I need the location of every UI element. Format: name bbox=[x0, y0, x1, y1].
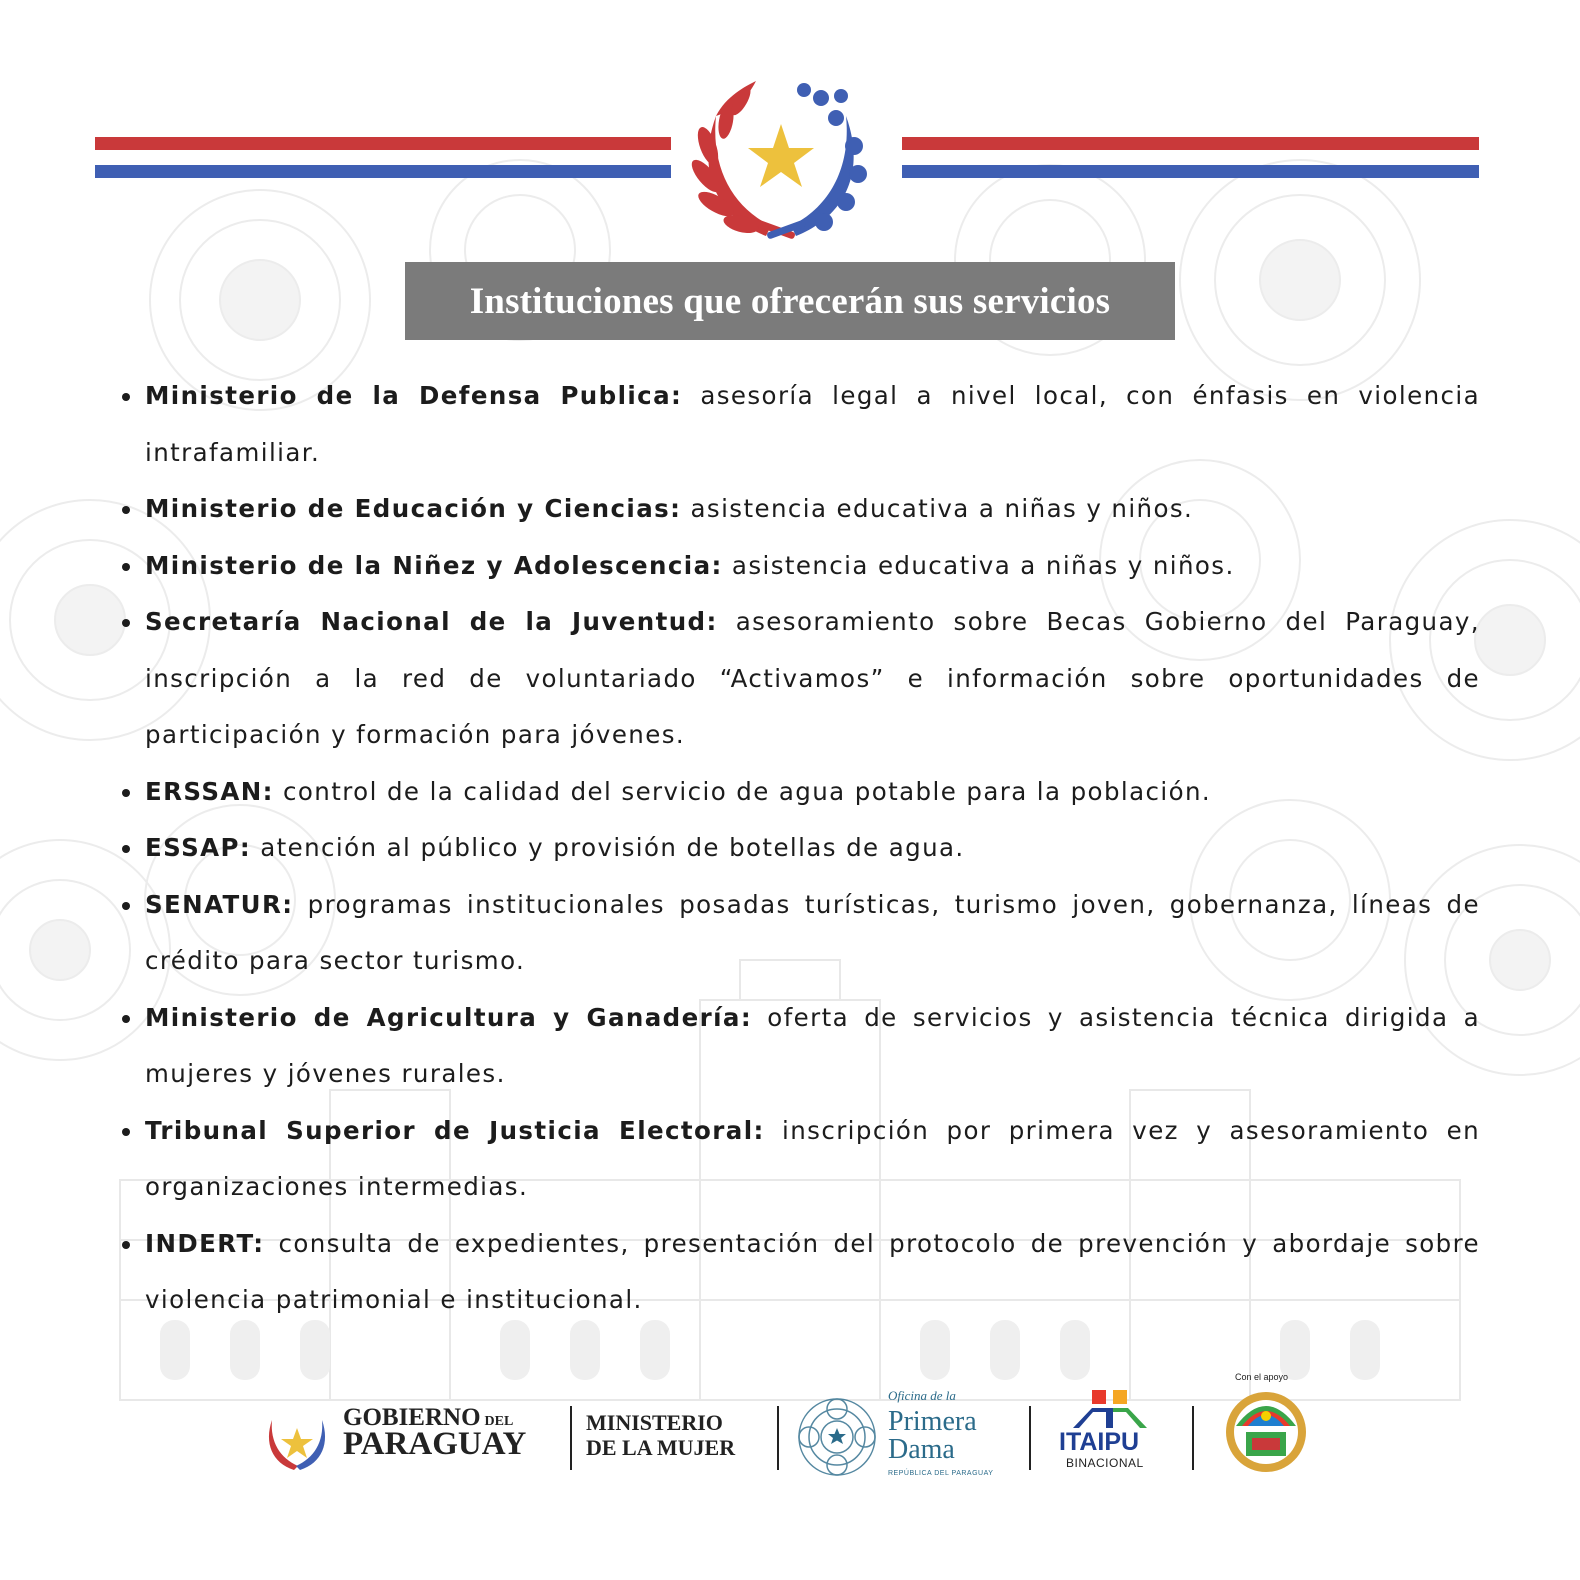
gobierno-logo-text bbox=[343, 1405, 526, 1461]
apoyo-label: Con el apoyo bbox=[1235, 1372, 1289, 1382]
primera-dama-line2: Dama bbox=[888, 1434, 955, 1465]
primera-dama-line1: Primera bbox=[888, 1406, 977, 1437]
service-description: asistencia educativa a niñas y niños. bbox=[681, 494, 1194, 523]
service-description: atención al público y provisión de botellas de agua. bbox=[251, 833, 965, 862]
gobierno-line2: PARAGUAY bbox=[343, 1426, 527, 1462]
footer-divider bbox=[1192, 1406, 1194, 1470]
institution-name: SENATUR: bbox=[145, 889, 294, 919]
list-item bbox=[122, 1103, 1480, 1216]
institution-name: Ministerio de Agricultura y Ganadería: bbox=[145, 1002, 753, 1032]
paraguay-star-wreath-icon bbox=[262, 1408, 332, 1474]
list-item bbox=[122, 764, 1480, 821]
gobierno-del: DEL bbox=[484, 1414, 514, 1429]
itaipu-blocks-icon bbox=[1063, 1388, 1157, 1428]
footer-divider bbox=[777, 1406, 779, 1470]
primera-dama-logo-text bbox=[888, 1388, 993, 1477]
institution-name: ESSAP: bbox=[145, 833, 252, 862]
ministerio-mujer-logo-text bbox=[586, 1410, 735, 1461]
section-title-banner bbox=[405, 262, 1175, 340]
gobierno-line1: GOBIERNO bbox=[343, 1404, 481, 1431]
ministerio-line2: DE LA MUJER bbox=[586, 1435, 736, 1461]
list-item bbox=[122, 538, 1480, 595]
paraguay-national-seal-icon bbox=[686, 76, 876, 246]
primera-dama-tiny: REPÚBLICA DEL PARAGUAY bbox=[888, 1470, 994, 1477]
ministerio-line1: MINISTERIO bbox=[586, 1410, 723, 1435]
institution-name: Ministerio de la Defensa Publica: bbox=[145, 381, 683, 410]
itaipu-name: ITAIPU bbox=[1059, 1428, 1140, 1456]
rosette-icon bbox=[796, 1396, 878, 1478]
list-item bbox=[122, 368, 1480, 481]
flag-stripe-red-right bbox=[902, 137, 1479, 150]
institution-name: Ministerio de la Niñez y Adolescencia: bbox=[145, 550, 723, 580]
footer-divider bbox=[570, 1406, 572, 1470]
institution-name: ERSSAN: bbox=[145, 776, 274, 806]
section-title: Instituciones que ofrecerán sus servicios bbox=[469, 280, 1111, 322]
departmental-coat-of-arms-icon bbox=[1222, 1386, 1310, 1476]
list-item bbox=[122, 481, 1480, 538]
flag-stripe-red-left bbox=[95, 137, 671, 150]
list-item bbox=[122, 877, 1480, 990]
flag-stripe-blue-right bbox=[902, 165, 1479, 178]
primera-dama-small: Oficina de la bbox=[888, 1388, 956, 1403]
institution-name: Ministerio de Educación y Ciencias: bbox=[145, 494, 682, 523]
footer-divider bbox=[1029, 1406, 1031, 1470]
service-description: asesoramiento sobre Becas Gobierno del Paraguay, inscripción a la red de voluntariado “Activamos” e información sobre oportunidades de participación y formación para jóvenes. bbox=[145, 607, 1480, 749]
institution-name: Tribunal Superior de Justicia Electoral: bbox=[145, 1115, 765, 1145]
service-description: consulta de expedientes, presentación del protocolo de prevención y abordaje sobre violencia patrimonial e institucional. bbox=[145, 1228, 1480, 1314]
service-description: asesoría legal a nivel local, con énfasis en violencia intrafamiliar. bbox=[145, 381, 1480, 467]
service-description: asistencia educativa a niñas y niños. bbox=[722, 550, 1235, 580]
list-item bbox=[122, 990, 1480, 1103]
institution-name: Secretaría Nacional de la Juventud: bbox=[145, 607, 718, 636]
footer-logos bbox=[0, 1372, 1580, 1502]
services-list bbox=[122, 368, 1480, 1329]
service-description: programas institucionales posadas turísticas, turismo joven, gobernanza, líneas de crédito para sector turismo. bbox=[145, 889, 1480, 975]
list-item bbox=[122, 1216, 1480, 1329]
institution-name: INDERT: bbox=[145, 1228, 265, 1258]
service-description: inscripción por primera vez y asesoramiento en organizaciones intermedias. bbox=[145, 1115, 1480, 1201]
itaipu-sub: BINACIONAL bbox=[1066, 1456, 1144, 1470]
flag-stripe-blue-left bbox=[95, 165, 671, 178]
service-description: control de la calidad del servicio de agua potable para la población. bbox=[273, 776, 1212, 806]
list-item bbox=[122, 594, 1480, 764]
list-item bbox=[122, 820, 1480, 877]
service-description: oferta de servicios y asistencia técnica dirigida a mujeres y jóvenes rurales. bbox=[145, 1002, 1480, 1088]
